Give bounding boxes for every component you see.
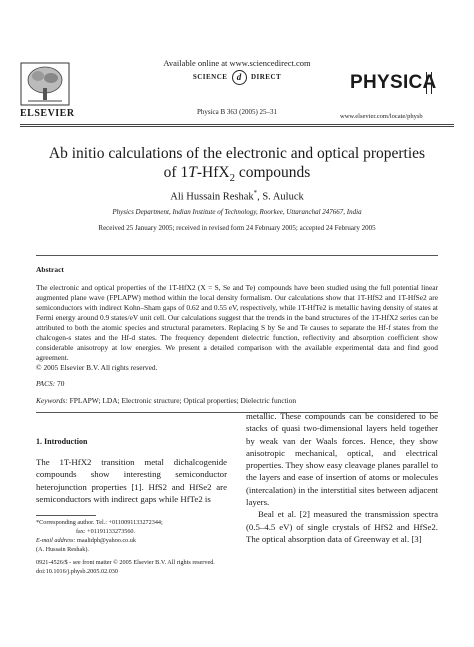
authors (0, 190, 474, 203)
keywords-value: FPLAPW; LDA; Electronic structure; Optical properties; Dielectric function (67, 396, 297, 405)
journal-url[interactable]: www.elsevier.com/locate/physb (340, 113, 423, 120)
affiliation: Physics Department, Indian Institute of Technology, Roorkee, Uttaranchal 247667, India (112, 208, 362, 216)
footnote-name: (A. Hussain Reshak). (36, 546, 89, 553)
abstract-text: The electronic and optical properties of the 1T-HfX2 (X = S, Se and Te) compounds have been studied using the full potential linear augmented plane wave (FPLAPW) method within the local density formalism. Our calculations show that 1T-HfS2 and 1T-HfSe2 are semiconductors with indirect Kohn–Sham gaps of 0.62 and 0.55 eV, respectively, while 1T-HfTe2 is metallic having density of states at Fermi energy around 0.9 states/eV unit cell. Our calculations suggest that the trends in the band structures of the 1T-HfX2 series can be attributed to both the atomic species and structural parameters. Replacing S by Se and Te causes to separate the Hf-f states from the chalcogen-s states and the Hf-d states. The frequency dependent dielectric function, reflectivity and absorption coefficient show considerable anisotropy at low energies. We present a detailed comparison with the available experimental data and find good agreement. (36, 283, 438, 362)
title-line-2-sub: 2 (229, 172, 235, 185)
sciencedirect-left: SCIENCE (192, 73, 228, 82)
corresponding-mark[interactable]: * (253, 190, 258, 197)
footnote-corresponding: *Corresponding author. Tel.: +0110091133272344; (36, 519, 163, 526)
right-column-para-2: Beal et al. [2] measured the transmission spectra (0.5–4.5 eV) of single crystals of HfS2 and HfSe2. The optical absorption data of Greenway et al. [3] (246, 509, 438, 544)
abstract-heading: Abstract (36, 265, 64, 274)
publisher-name: ELSEVIER (20, 108, 75, 119)
header-rule (20, 124, 454, 125)
sciencedirect-right: DIRECT (250, 73, 282, 82)
title-line-1: Ab initio calculations of the electronic and optical properties (48, 145, 426, 162)
journal-logo-bar (426, 72, 432, 94)
sciencedirect-logo (150, 70, 324, 84)
title-line-2-T: T (188, 164, 197, 181)
pacs-label: PACS: (36, 379, 56, 388)
footnote-rule (36, 515, 96, 516)
abstract-top-rule (36, 255, 438, 256)
left-column-text: The 1T-HfX2 transition metal dichalcogenide compounds show interesting semiconductor heterojunction properties [1]. HfS2 and HfSe2 are semiconductors with indirect gaps while HfTe2 is (36, 457, 227, 504)
doi-line[interactable]: doi:10.1016/j.physb.2005.02.030 (36, 568, 118, 575)
received-dates: Received 25 January 2005; received in revised form 24 February 2005; accepted 24 February 2005 (98, 224, 376, 232)
journal-logo: PHYSICA (350, 72, 437, 93)
header-rule-2 (20, 126, 454, 127)
title-line-2-pre: of 1 (163, 164, 189, 181)
journal-reference: Physica B 363 (2005) 25–31 (196, 108, 278, 116)
abstract-body (36, 283, 438, 373)
at-icon: d (232, 70, 247, 85)
article-title (20, 144, 454, 188)
pacs (36, 379, 64, 388)
footnote-fax: fax: +01191133273560. (76, 528, 136, 535)
elsevier-tree-icon (20, 62, 70, 106)
author-2: , S. Auluck (257, 191, 304, 203)
elsevier-logo (20, 62, 70, 106)
keywords-label: Keywords: (36, 396, 68, 405)
section-heading-introduction: 1. Introduction (36, 437, 88, 446)
footnote (36, 518, 227, 554)
keywords (36, 396, 296, 405)
abstract-copyright: © 2005 Elsevier B.V. All rights reserved. (36, 363, 158, 372)
available-online: Available online at www.sciencedirect.com (163, 58, 311, 68)
title-line-2-post: compounds (234, 164, 311, 181)
footnote-email[interactable]: maalidph@yahoo.co.uk (75, 537, 136, 544)
title-line-2-mid: -HfX (196, 164, 230, 181)
right-column-para-1: metallic. These compounds can be considered to be stacks of quasi two-dimensional layers held together by weak van der Waals forces. Hence, they show anisotropic mechanical, optical, and electrical properties. They show easy cleavage planes parallel to the layers and ease of insertion of atoms or molecules (intercalation) in the interstitial sites between adjacent layers. (246, 411, 438, 508)
pacs-value: 70 (55, 379, 65, 388)
author-1: Ali Hussain Reshak (170, 191, 254, 203)
footnote-email-label: E-mail address: (36, 537, 76, 544)
bottom-matter (36, 558, 296, 576)
right-column-text (246, 410, 438, 545)
issn-line: 0921-4526/$ - see front matter © 2005 Elsevier B.V. All rights reserved. (36, 559, 215, 566)
